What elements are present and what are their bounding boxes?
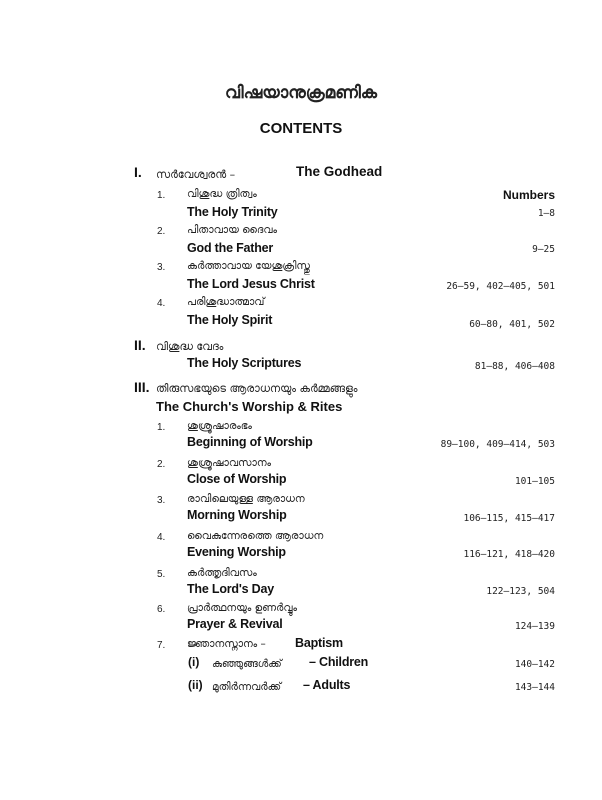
section-title-malayalam: തിരുസഭയുടെ ആരാധനയും കർമ്മങ്ങളും [156,382,358,395]
title-english: CONTENTS [259,120,343,137]
item-pages: 9–25 [532,244,555,255]
item-title-malayalam: പ്രാർത്ഥനയും ഉണർവ്വും [187,602,298,614]
item-pages: 60–80, 401, 502 [469,319,555,330]
section-title-english: The Holy Scriptures [187,356,302,370]
subitem-title-english: – Adults [303,678,351,692]
item-number: 6. [157,604,166,615]
item-title-english: God the Father [187,241,274,255]
item-title-malayalam: രാവിലെയുള്ള ആരാധന [187,493,305,505]
item-title-malayalam: പരിശുദ്ധാത്മാവ് [187,296,265,308]
section-title-malayalam: സർവേശ്വരൻ – [156,168,236,181]
numbers-header: Numbers [502,188,555,202]
item-pages: 1–8 [537,208,555,219]
item-title-malayalam: ശുശ്രൂഷാവസാനം [187,457,271,469]
item-title-malayalam: വൈകുന്നേരത്തെ ആരാധന [187,530,324,542]
item-title-english: Prayer & Revival [187,617,283,631]
item-number: 4. [157,532,166,543]
subitem-pages: 140–142 [514,659,555,670]
item-number: 7. [157,640,166,651]
item-pages: 122–123, 504 [486,586,555,597]
item-number: 3. [157,495,166,506]
item-title-malayalam: കർത്തൃദിവസം [187,567,257,579]
item-title-malayalam: കർത്താവായ യേശുക്രിസ്തു [187,260,310,272]
item-number: 4. [157,298,166,309]
section-title-english: The Godhead [296,164,383,179]
item-pages: 101–105 [514,476,555,487]
section-title-malayalam: വിശുദ്ധ വേദം [156,340,224,353]
subitem-pages: 143–144 [514,682,555,693]
item-pages: 106–115, 415–417 [463,513,555,524]
item-title-english: The Holy Spirit [187,313,273,327]
item-number: 2. [157,226,166,237]
item-pages: 26–59, 402–405, 501 [446,281,555,292]
item-title-english: Beginning of Worship [187,435,313,449]
item-title-english: Evening Worship [187,545,286,559]
item-title-malayalam: ശുശ്രൂഷാരംഭം [187,420,252,432]
section-roman: III. [134,379,150,395]
item-title-english: The Lord Jesus Christ [187,277,315,291]
item-title-english: Baptism [295,636,343,650]
subitem-roman: (ii) [188,678,203,692]
subitem-title-malayalam: മുതിർന്നവർക്ക് [212,681,282,693]
item-title-english: The Lord's Day [187,582,274,596]
item-title-malayalam: പിതാവായ ദൈവം [187,224,278,236]
item-title-malayalam: വിശുദ്ധ ത്രിത്വം [187,188,257,200]
section-roman: II. [134,337,146,353]
item-pages: 124–139 [514,621,555,632]
item-pages: 89–100, 409–414, 503 [440,439,555,450]
section-title-english: The Church's Worship & Rites [156,399,343,414]
item-title-malayalam: ജ്ഞാനസ്നാനം – [187,638,266,650]
section-roman: I. [134,164,142,180]
subitem-roman: (i) [188,655,200,669]
item-number: 5. [157,569,166,580]
item-title-english: Close of Worship [187,472,287,486]
item-number: 1. [157,190,166,201]
subitem-title-malayalam: കുഞ്ഞുങ്ങൾക്ക് [212,658,282,670]
item-pages: 116–121, 418–420 [463,549,555,560]
item-title-english: Morning Worship [187,508,287,522]
subitem-title-english: – Children [309,655,369,669]
item-title-english: The Holy Trinity [187,205,278,219]
section-pages: 81–88, 406–408 [474,361,555,372]
item-number: 2. [157,459,166,470]
item-number: 1. [157,422,166,433]
title-malayalam: വിഷയാനുക്രമണിക [224,83,378,103]
item-number: 3. [157,262,166,273]
